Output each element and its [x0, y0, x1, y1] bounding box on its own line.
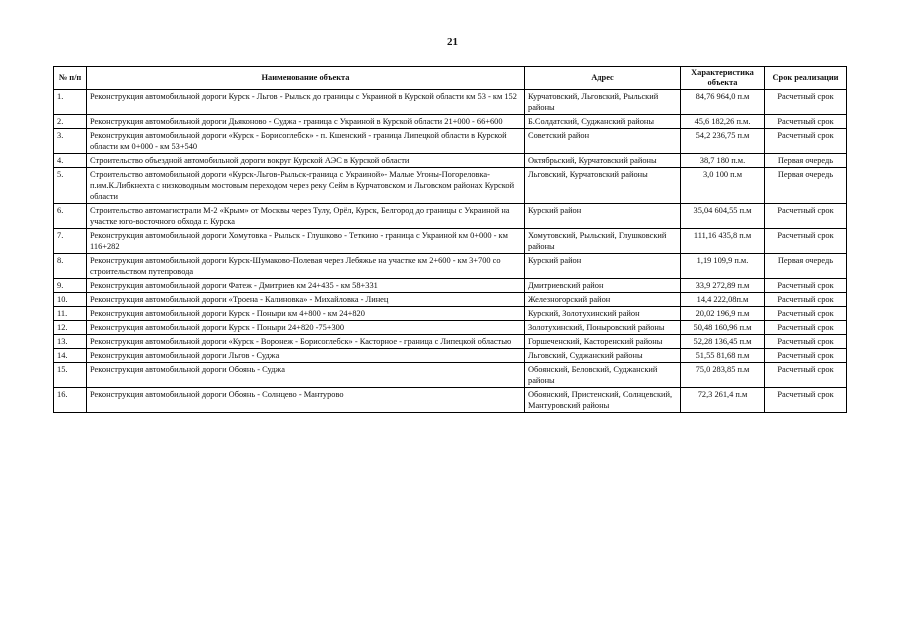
row-term: Расчетный срок [765, 279, 847, 293]
row-term: Расчетный срок [765, 388, 847, 413]
row-address: Золотухинский, Поныровский районы [525, 321, 681, 335]
table-row [54, 321, 847, 335]
row-term: Расчетный срок [765, 90, 847, 115]
row-address: Хомутовский, Рыльский, Глушковский районы [525, 229, 681, 254]
row-address: Курский район [525, 204, 681, 229]
row-characteristic: 111,16 435,8 п.м [681, 229, 765, 254]
row-term: Расчетный срок [765, 321, 847, 335]
row-address: Льговский, Суджанский районы [525, 349, 681, 363]
row-name: Реконструкция автомобильной дороги Курск - Поныри км 4+800 - км 24+820 [87, 307, 525, 321]
table-row [54, 129, 847, 154]
table-row [54, 335, 847, 349]
row-num: 11. [54, 307, 87, 321]
row-name: Реконструкция автомобильной дороги «Курск - Борисоглебск» - п. Кшенский - граница Липецкой области в Курской области км 0+000 - км 53+540 [87, 129, 525, 154]
table-row [54, 90, 847, 115]
row-characteristic: 72,3 261,4 п.м [681, 388, 765, 413]
row-num: 14. [54, 349, 87, 363]
row-num: 9. [54, 279, 87, 293]
row-address: Курский, Золотухинский район [525, 307, 681, 321]
row-name: Реконструкция автомобильной дороги «Курск - Воронеж - Борисоглебск» - Касторное - граница с Липецкой областью [87, 335, 525, 349]
row-name: Реконструкция автомобильной дороги Курск - Льгов - Рыльск до границы с Украиной в Курской области км 53 - км 152 [87, 90, 525, 115]
row-characteristic: 52,28 136,45 п.м [681, 335, 765, 349]
row-address: Курский район [525, 254, 681, 279]
table-row [54, 279, 847, 293]
row-characteristic: 3,0 100 п.м [681, 168, 765, 204]
row-term: Первая очередь [765, 154, 847, 168]
row-term: Первая очередь [765, 168, 847, 204]
table-row [54, 293, 847, 307]
table-row [54, 363, 847, 388]
objects-table [53, 66, 847, 413]
row-term: Расчетный срок [765, 204, 847, 229]
table-row [54, 307, 847, 321]
table-row [54, 349, 847, 363]
row-name: Реконструкция автомобильной дороги Дьяконово - Суджа - граница с Украиной в Курской области 21+000 - 66+600 [87, 115, 525, 129]
row-address: Советский район [525, 129, 681, 154]
row-characteristic: 38,7 180 п.м. [681, 154, 765, 168]
row-name: Реконструкция автомобильной дороги Обоянь - Суджа [87, 363, 525, 388]
row-characteristic: 51,55 81,68 п.м [681, 349, 765, 363]
row-num: 3. [54, 129, 87, 154]
row-num: 15. [54, 363, 87, 388]
row-num: 8. [54, 254, 87, 279]
row-name: Строительство автомобильной дороги «Курск-Льгов-Рыльск-граница с Украиной»- Малые Угоны-Погореловка-п.им.К.Либкнехта с низководным мостовым переходом через реку Сейм в Курчатовском и Льговском районах Курской области [87, 168, 525, 204]
table-row [54, 154, 847, 168]
header-address: Адрес [525, 67, 681, 90]
row-name: Реконструкция автомобильной дороги Льгов - Суджа [87, 349, 525, 363]
row-name: Реконструкция автомобильной дороги Обоянь - Солнцево - Мантурово [87, 388, 525, 413]
row-characteristic: 45,6 182,26 п.м. [681, 115, 765, 129]
row-address: Октябрьский, Курчатовский районы [525, 154, 681, 168]
table-row [54, 388, 847, 413]
row-name: Реконструкция автомобильной дороги Хомутовка - Рыльск - Глушково - Теткино - граница с Украиной км 0+000 - км 116+282 [87, 229, 525, 254]
row-characteristic: 33,9 272,89 п.м [681, 279, 765, 293]
row-term: Расчетный срок [765, 335, 847, 349]
row-term: Расчетный срок [765, 129, 847, 154]
header-name: Наименование объекта [87, 67, 525, 90]
row-name: Реконструкция автомобильной дороги Курск-Шумаково-Полевая через Лебяжье на участке км 2+600 - км 3+700 со строительством путепровода [87, 254, 525, 279]
row-term: Расчетный срок [765, 363, 847, 388]
row-num: 2. [54, 115, 87, 129]
row-num: 12. [54, 321, 87, 335]
row-num: 16. [54, 388, 87, 413]
table-row [54, 168, 847, 204]
header-term: Срок реализации [765, 67, 847, 90]
row-num: 6. [54, 204, 87, 229]
row-address: Дмитриевский район [525, 279, 681, 293]
row-address: Льговский, Курчатовский районы [525, 168, 681, 204]
row-term: Расчетный срок [765, 293, 847, 307]
row-characteristic: 35,04 604,55 п.м [681, 204, 765, 229]
row-name: Реконструкция автомобильной дороги Фатеж - Дмитриев км 24+435 - км 58+331 [87, 279, 525, 293]
row-address: Б.Солдатский, Суджанский районы [525, 115, 681, 129]
row-term: Расчетный срок [765, 229, 847, 254]
row-address: Обоянский, Беловский, Суджанский районы [525, 363, 681, 388]
table-header-row [54, 67, 847, 90]
row-num: 1. [54, 90, 87, 115]
row-address: Железногорский район [525, 293, 681, 307]
row-characteristic: 14,4 222,08п.м [681, 293, 765, 307]
row-characteristic: 54,2 236,75 п.м [681, 129, 765, 154]
row-term: Расчетный срок [765, 307, 847, 321]
table-row [54, 115, 847, 129]
row-num: 13. [54, 335, 87, 349]
row-name: Реконструкция автомобильной дороги «Троена - Калиновка» - Михайловка - Линец [87, 293, 525, 307]
row-characteristic: 20,02 196,9 п.м [681, 307, 765, 321]
row-address: Горшеченский, Касторенский районы [525, 335, 681, 349]
row-characteristic: 75,0 283,85 п.м [681, 363, 765, 388]
row-address: Курчатовский, Льговский, Рыльский районы [525, 90, 681, 115]
row-term: Расчетный срок [765, 115, 847, 129]
row-name: Строительство автомагистрали М-2 «Крым» от Москвы через Тулу, Орёл, Курск, Белгород до границы с Украиной на участке юго-восточного обхода г. Курска [87, 204, 525, 229]
row-address: Обоянский, Пристенский, Солнцевский, Мантуровский районы [525, 388, 681, 413]
row-num: 4. [54, 154, 87, 168]
row-num: 5. [54, 168, 87, 204]
page-number: 21 [447, 36, 458, 48]
table-row [54, 229, 847, 254]
row-num: 10. [54, 293, 87, 307]
header-characteristic: Характеристика объекта [681, 67, 765, 90]
row-num: 7. [54, 229, 87, 254]
row-characteristic: 84,76 964,0 п.м [681, 90, 765, 115]
row-term: Расчетный срок [765, 349, 847, 363]
row-characteristic: 50,48 160,96 п.м [681, 321, 765, 335]
row-term: Первая очередь [765, 254, 847, 279]
row-characteristic: 1,19 109,9 п.м. [681, 254, 765, 279]
table-row [54, 204, 847, 229]
row-name: Реконструкция автомобильной дороги Курск - Поныри 24+820 -75+300 [87, 321, 525, 335]
table-row [54, 254, 847, 279]
header-num: № п/п [54, 67, 87, 90]
row-name: Строительство объездной автомобильной дороги вокруг Курской АЭС в Курской области [87, 154, 525, 168]
